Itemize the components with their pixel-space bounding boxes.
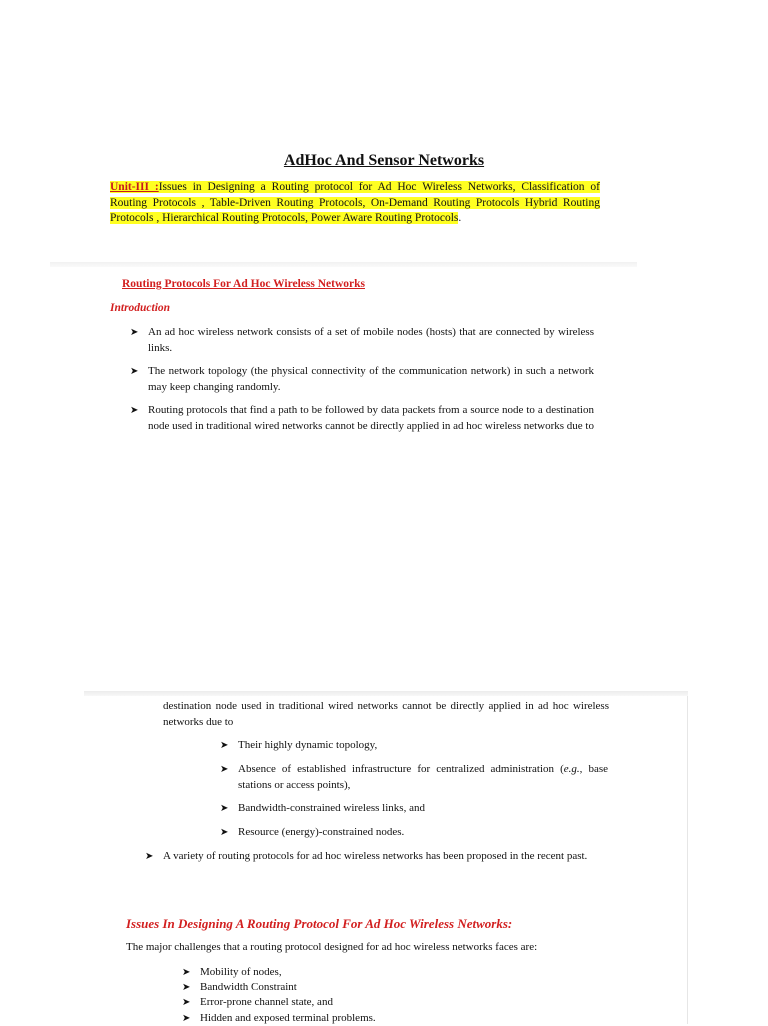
continued-text: destination node used in traditional wired networks cannot be directly applied in ad hoc wireless networks due to <box>163 700 609 728</box>
arrow-bullet-icon: ➤ <box>220 740 229 751</box>
section-title: Routing Protocols For Ad Hoc Wireless Networks <box>122 278 365 290</box>
page-edge <box>687 696 688 1024</box>
unit-text: Issues in Designing a Routing protocol for Ad Hoc Wireless Networks, Classification of Routing Protocols , Table-Driven Routing Protocols, On-Demand Routing Protocols Hybrid Routing Protocols , Hierarchical Routing Protocols, Power Aware Routing Protocols <box>110 181 601 224</box>
list-item: ➤ An ad hoc wireless network consists of a set of mobile nodes (hosts) that are connected by wireless links. <box>130 326 594 354</box>
list-item: ➤ Error-prone channel state, and <box>182 996 333 1008</box>
intro-heading: Introduction <box>110 302 171 314</box>
list-item: ➤ Hidden and exposed terminal problems. <box>182 1012 376 1024</box>
arrow-bullet-icon: ➤ <box>145 851 154 862</box>
arrow-bullet-icon: ➤ <box>130 405 139 416</box>
challenges-intro: The major challenges that a routing protocol designed for ad hoc wireless networks faces are: <box>126 941 538 953</box>
unit-label: Unit-III : <box>110 181 159 193</box>
list-item: ➤ Absence of established infrastructure for centralized administration (e.g., base stations or access points), <box>220 763 608 791</box>
list-item: ➤ Resource (energy)-constrained nodes. <box>238 825 608 841</box>
arrow-bullet-icon: ➤ <box>220 764 229 775</box>
arrow-bullet-icon: ➤ <box>182 982 191 993</box>
page-divider <box>50 262 637 267</box>
list-item: ➤ The network topology (the physical connectivity of the communication network) in such a network may keep changing randomly. <box>130 365 594 393</box>
page-divider <box>84 691 688 696</box>
arrow-bullet-icon: ➤ <box>220 803 229 814</box>
unit-summary <box>110 180 600 227</box>
document-title: AdHoc And Sensor Networks <box>283 152 485 169</box>
arrow-bullet-icon: ➤ <box>130 327 139 338</box>
arrow-bullet-icon: ➤ <box>220 827 229 838</box>
issues-heading: Issues In Designing A Routing Protocol For Ad Hoc Wireless Networks: <box>126 916 513 931</box>
list-item: ➤ Mobility of nodes, <box>182 966 282 978</box>
arrow-bullet-icon: ➤ <box>182 997 191 1008</box>
list-item: ➤ Bandwidth-constrained wireless links, and <box>238 801 608 817</box>
arrow-bullet-icon: ➤ <box>182 967 191 978</box>
arrow-bullet-icon: ➤ <box>130 366 139 377</box>
list-item: ➤ Their highly dynamic topology, <box>238 738 608 754</box>
unit-end: . <box>458 212 462 224</box>
list-item: ➤ Bandwidth Constraint <box>182 981 297 993</box>
arrow-bullet-icon: ➤ <box>182 1013 191 1024</box>
list-item: ➤ Routing protocols that find a path to be followed by data packets from a source node to a destination node used in traditional wired networks cannot be directly applied in ad hoc wireless networks due to <box>130 404 594 432</box>
list-item: ➤ A variety of routing protocols for ad hoc wireless networks has been proposed in the recent past. <box>163 849 609 865</box>
